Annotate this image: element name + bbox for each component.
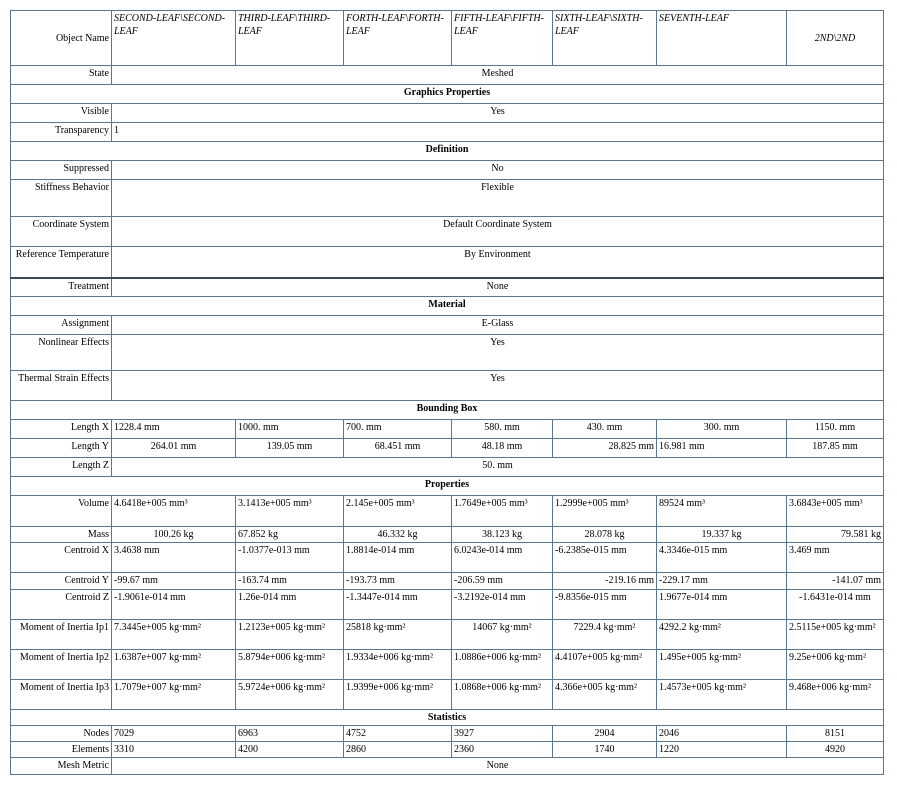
row-label: State — [11, 66, 112, 85]
cell: 16.981 mm — [657, 439, 787, 458]
row-label: Visible — [11, 104, 112, 123]
row-label: Mesh Metric — [11, 758, 112, 775]
table-row — [11, 371, 884, 401]
cell: 4.366e+005 kg·mm² — [553, 680, 657, 710]
cell: -141.07 mm — [787, 573, 884, 590]
cell: 3.6843e+005 mm³ — [787, 496, 884, 527]
cell: 2046 — [657, 726, 787, 742]
section-row — [11, 710, 884, 726]
section-row — [11, 85, 884, 104]
row-label: Length X — [11, 420, 112, 439]
cell: 1220 — [657, 742, 787, 758]
section-row — [11, 297, 884, 316]
row-value: Yes — [112, 104, 884, 123]
table-row — [11, 573, 884, 590]
column-header: SECOND-LEAF\SECOND-LEAF — [112, 11, 236, 66]
cell: 1.26e-014 mm — [236, 590, 344, 620]
cell: 67.852 kg — [236, 527, 344, 543]
row-label: Volume — [11, 496, 112, 527]
table-row — [11, 543, 884, 573]
row-value: None — [112, 278, 884, 297]
row-label: Centroid Z — [11, 590, 112, 620]
cell: 19.337 kg — [657, 527, 787, 543]
row-value: 50. mm — [112, 458, 884, 477]
cell: 4200 — [236, 742, 344, 758]
cell: 1.4573e+005 kg·mm² — [657, 680, 787, 710]
cell: 79.581 kg — [787, 527, 884, 543]
cell: 3310 — [112, 742, 236, 758]
cell: 430. mm — [553, 420, 657, 439]
cell: 4752 — [344, 726, 452, 742]
table-row — [11, 439, 884, 458]
cell: 8151 — [787, 726, 884, 742]
table-row — [11, 247, 884, 278]
cell: 6.0243e-014 mm — [452, 543, 553, 573]
row-label: Suppressed — [11, 161, 112, 180]
cell: 1.495e+005 kg·mm² — [657, 650, 787, 680]
cell: -206.59 mm — [452, 573, 553, 590]
column-header: FIFTH-LEAF\FIFTH-LEAF — [452, 11, 553, 66]
row-value: Yes — [112, 335, 884, 371]
cell: 2.5115e+005 kg·mm² — [787, 620, 884, 650]
cell: 38.123 kg — [452, 527, 553, 543]
column-header: THIRD-LEAF\THIRD-LEAF — [236, 11, 344, 66]
row-value: Yes — [112, 371, 884, 401]
cell: 1.9677e-014 mm — [657, 590, 787, 620]
cell: 7029 — [112, 726, 236, 742]
table-row — [11, 316, 884, 335]
row-value: Flexible — [112, 180, 884, 217]
table-row — [11, 726, 884, 742]
row-label: Centroid X — [11, 543, 112, 573]
row-label: Stiffness Behavior — [11, 180, 112, 217]
cell: 1.9334e+006 kg·mm² — [344, 650, 452, 680]
table-row — [11, 620, 884, 650]
table-row — [11, 278, 884, 297]
cell: 1000. mm — [236, 420, 344, 439]
row-label: Treatment — [11, 278, 112, 297]
cell: 1740 — [553, 742, 657, 758]
cell: -6.2385e-015 mm — [553, 543, 657, 573]
table-row — [11, 180, 884, 217]
cell: 2360 — [452, 742, 553, 758]
cell: 89524 mm³ — [657, 496, 787, 527]
column-header: SEVENTH-LEAF — [657, 11, 787, 66]
row-value: 1 — [112, 123, 884, 142]
cell: -3.2192e-014 mm — [452, 590, 553, 620]
cell: 4292.2 kg·mm² — [657, 620, 787, 650]
cell: -193.73 mm — [344, 573, 452, 590]
table-row — [11, 335, 884, 371]
table-row — [11, 458, 884, 477]
row-label: Assignment — [11, 316, 112, 335]
table-row — [11, 650, 884, 680]
cell: 2.145e+005 mm³ — [344, 496, 452, 527]
cell: 1.7079e+007 kg·mm² — [112, 680, 236, 710]
table-row — [11, 590, 884, 620]
cell: 300. mm — [657, 420, 787, 439]
cell: 14067 kg·mm² — [452, 620, 553, 650]
section-header: Statistics — [11, 710, 884, 726]
table-row — [11, 496, 884, 527]
table-row — [11, 161, 884, 180]
cell: 46.332 kg — [344, 527, 452, 543]
cell: 1228.4 mm — [112, 420, 236, 439]
cell: -163.74 mm — [236, 573, 344, 590]
table-row — [11, 104, 884, 123]
cell: 2904 — [553, 726, 657, 742]
cell: 264.01 mm — [112, 439, 236, 458]
row-label: Nonlinear Effects — [11, 335, 112, 371]
section-row — [11, 401, 884, 420]
row-label: Transparency — [11, 123, 112, 142]
cell: 1.2123e+005 kg·mm² — [236, 620, 344, 650]
cell: 700. mm — [344, 420, 452, 439]
cell: 3.1413e+005 mm³ — [236, 496, 344, 527]
row-label: Elements — [11, 742, 112, 758]
row-label: Length Z — [11, 458, 112, 477]
row-label: Thermal Strain Effects — [11, 371, 112, 401]
cell: 100.26 kg — [112, 527, 236, 543]
cell: -1.3447e-014 mm — [344, 590, 452, 620]
cell: 1.9399e+006 kg·mm² — [344, 680, 452, 710]
table-row — [11, 217, 884, 247]
cell: 6963 — [236, 726, 344, 742]
cell: 1.0868e+006 kg·mm² — [452, 680, 553, 710]
cell: 9.25e+006 kg·mm² — [787, 650, 884, 680]
section-row — [11, 477, 884, 496]
cell: 187.85 mm — [787, 439, 884, 458]
cell: 1.0886e+006 kg·mm² — [452, 650, 553, 680]
cell: 4.4107e+005 kg·mm² — [553, 650, 657, 680]
section-row — [11, 142, 884, 161]
section-header: Properties — [11, 477, 884, 496]
table-row — [11, 66, 884, 85]
cell: 1150. mm — [787, 420, 884, 439]
column-header: SIXTH-LEAF\SIXTH-LEAF — [553, 11, 657, 66]
row-label: Nodes — [11, 726, 112, 742]
cell: 48.18 mm — [452, 439, 553, 458]
properties-table — [10, 10, 884, 775]
object-name-label: Object Name — [11, 11, 112, 66]
cell: 1.8814e-014 mm — [344, 543, 452, 573]
cell: 28.825 mm — [553, 439, 657, 458]
cell: 7.3445e+005 kg·mm² — [112, 620, 236, 650]
row-value: Default Coordinate System — [112, 217, 884, 247]
cell: 7229.4 kg·mm² — [553, 620, 657, 650]
cell: 28.078 kg — [553, 527, 657, 543]
section-header: Graphics Properties — [11, 85, 884, 104]
cell: 3927 — [452, 726, 553, 742]
cell: 1.7649e+005 mm³ — [452, 496, 553, 527]
table-row — [11, 680, 884, 710]
cell: -219.16 mm — [553, 573, 657, 590]
row-label: Coordinate System — [11, 217, 112, 247]
cell: 4.3346e-015 mm — [657, 543, 787, 573]
cell: 25818 kg·mm² — [344, 620, 452, 650]
cell: -1.0377e-013 mm — [236, 543, 344, 573]
cell: 1.2999e+005 mm³ — [553, 496, 657, 527]
cell: -1.9061e-014 mm — [112, 590, 236, 620]
row-value: By Environment — [112, 247, 884, 278]
row-label: Mass — [11, 527, 112, 543]
row-label: Moment of Inertia Ip1 — [11, 620, 112, 650]
row-value: No — [112, 161, 884, 180]
table-row — [11, 527, 884, 543]
row-label: Length Y — [11, 439, 112, 458]
cell: -229.17 mm — [657, 573, 787, 590]
cell: 4.6418e+005 mm³ — [112, 496, 236, 527]
column-header: FORTH-LEAF\FORTH-LEAF — [344, 11, 452, 66]
row-value: E-Glass — [112, 316, 884, 335]
header-row — [11, 11, 884, 66]
row-label: Moment of Inertia Ip3 — [11, 680, 112, 710]
table-row — [11, 758, 884, 775]
cell: 68.451 mm — [344, 439, 452, 458]
cell: 139.05 mm — [236, 439, 344, 458]
section-header: Bounding Box — [11, 401, 884, 420]
row-label: Centroid Y — [11, 573, 112, 590]
column-header: 2ND\2ND — [787, 11, 884, 66]
cell: -99.67 mm — [112, 573, 236, 590]
cell: 2860 — [344, 742, 452, 758]
row-label: Reference Temperature — [11, 247, 112, 278]
row-value: Meshed — [112, 66, 884, 85]
cell: 3.469 mm — [787, 543, 884, 573]
cell: 1.6387e+007 kg·mm² — [112, 650, 236, 680]
table-row — [11, 123, 884, 142]
cell: -1.6431e-014 mm — [787, 590, 884, 620]
cell: 5.9724e+006 kg·mm² — [236, 680, 344, 710]
cell: 580. mm — [452, 420, 553, 439]
table-row — [11, 742, 884, 758]
row-value: None — [112, 758, 884, 775]
cell: 4920 — [787, 742, 884, 758]
section-header: Definition — [11, 142, 884, 161]
row-label: Moment of Inertia Ip2 — [11, 650, 112, 680]
cell: 3.4638 mm — [112, 543, 236, 573]
table-row — [11, 420, 884, 439]
cell: -9.8356e-015 mm — [553, 590, 657, 620]
section-header: Material — [11, 297, 884, 316]
cell: 5.8794e+006 kg·mm² — [236, 650, 344, 680]
cell: 9.468e+006 kg·mm² — [787, 680, 884, 710]
